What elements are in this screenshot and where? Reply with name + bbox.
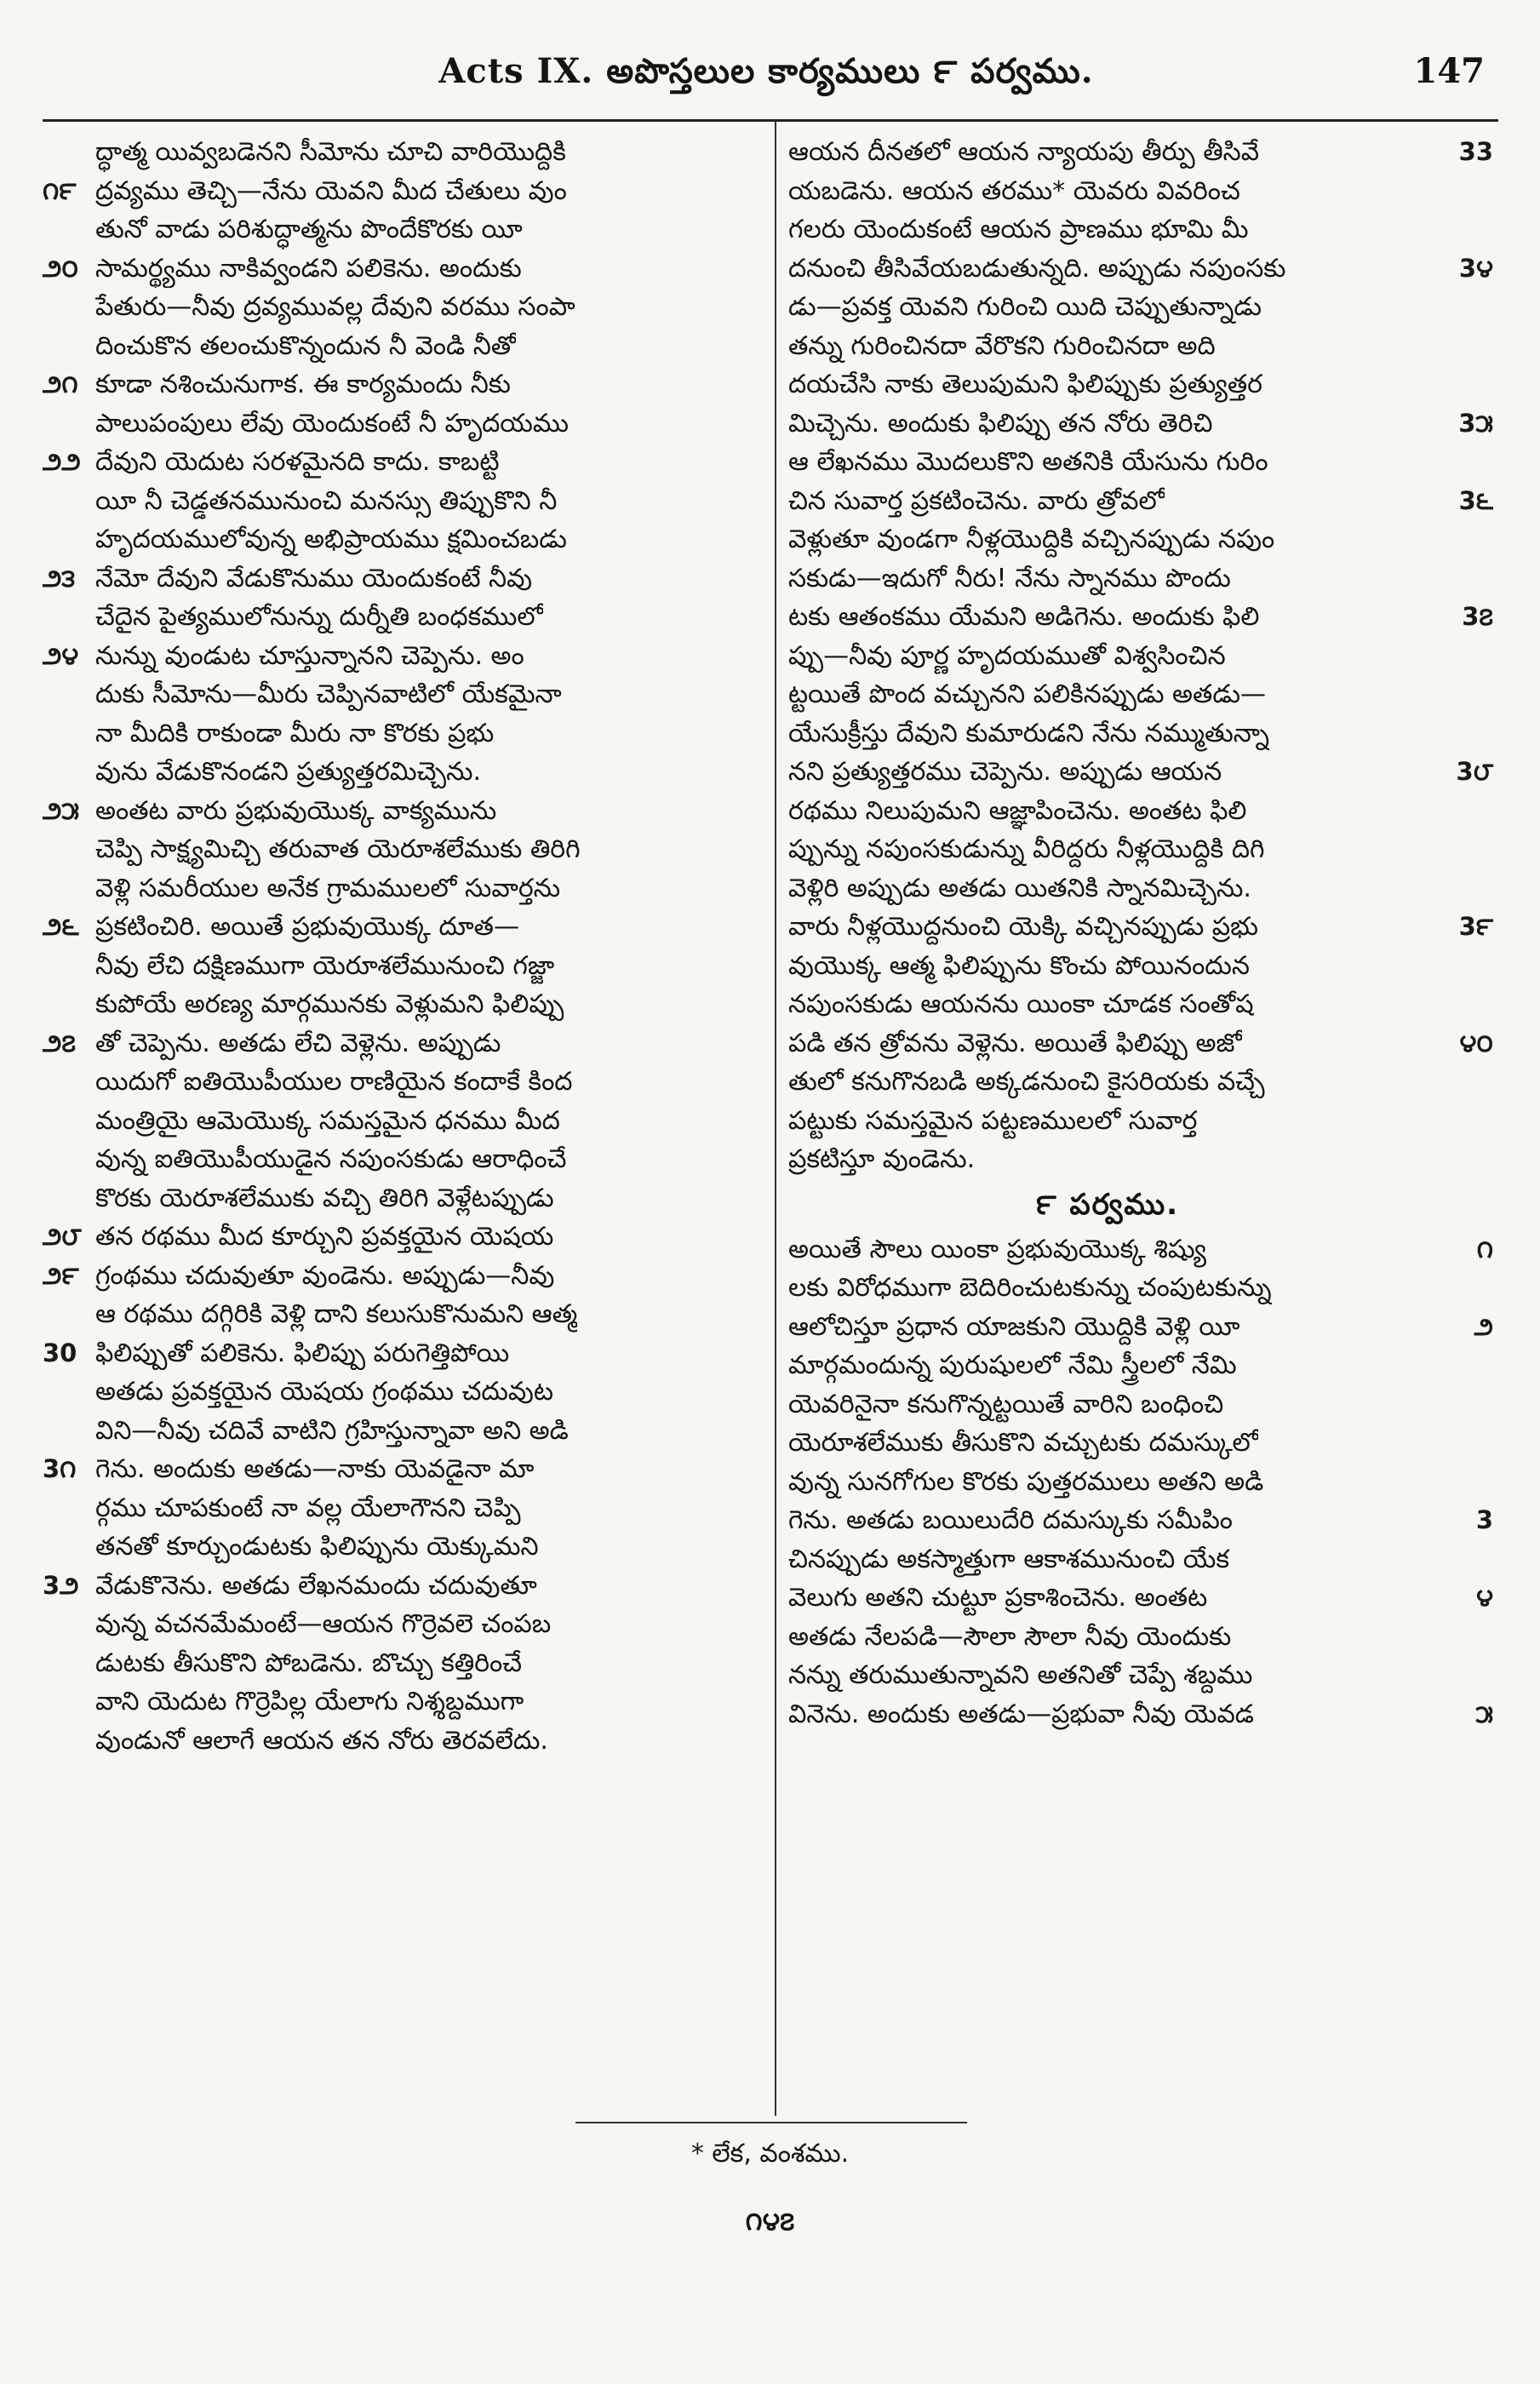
line-text: అతడు ప్రవక్తయైన యెషయ గ్రంథము చదువుట bbox=[95, 1377, 554, 1407]
line-text: వారు నీళ్లయొద్దనుంచి యెక్కి వచ్చినప్పుడు ప్రభు bbox=[788, 912, 1258, 942]
verse-number: 33 bbox=[1458, 137, 1493, 166]
line-text: తునో వాడు పరిశుద్ధాత్మను పొందేకొరకు యీ bbox=[95, 215, 523, 244]
text-line bbox=[788, 210, 1493, 249]
verse-number: ౨౭ bbox=[43, 1028, 77, 1057]
text-line bbox=[788, 1618, 1493, 1657]
right-column bbox=[788, 133, 1493, 2108]
line-text: గెను. అందుకు అతడు—నాకు యెవడైనా మా bbox=[95, 1454, 535, 1484]
verse-number: ౨౪ bbox=[43, 640, 79, 670]
line-text: దనుంచి తీసివేయబడుతున్నది. అప్పుడు నపుంసకు bbox=[788, 253, 1286, 284]
line-text: వాని యెదుట గొర్రెపిల్ల యేలాగు నిశ్శబ్దముగా bbox=[95, 1687, 524, 1716]
text-line bbox=[43, 559, 766, 599]
line-text: మిచ్చెను. అందుకు ఫిలిప్పు తన నోరు తెరిచి bbox=[788, 408, 1213, 438]
line-text: దేవుని యెదుట సరళమైనది కాదు. కాబట్టి bbox=[95, 447, 500, 477]
text-line bbox=[43, 1644, 766, 1683]
text-line bbox=[788, 675, 1493, 714]
line-text: ద్ధాత్మ యివ్వబడెనని సీమోను చూచి వారియొద్దికి bbox=[95, 137, 566, 167]
text-line bbox=[43, 210, 766, 249]
text-line bbox=[43, 482, 766, 521]
text-line bbox=[43, 1102, 766, 1141]
line-text: తనతో కూర్చుండుటకు ఫిలిప్పును యెక్కుమని bbox=[95, 1532, 539, 1562]
text-line bbox=[43, 753, 766, 792]
text-line bbox=[788, 869, 1493, 908]
text-line bbox=[43, 1295, 766, 1334]
line-text: నపుంసకుడు ఆయనను యింకా చూడక సంతోష bbox=[788, 989, 1254, 1019]
verse-number: ౧ bbox=[1476, 1234, 1493, 1264]
line-text: వున్న సునగోగుల కొరకు పుత్తరములు అతని అడి bbox=[788, 1466, 1264, 1497]
verse-number: 3౮ bbox=[1456, 757, 1493, 786]
line-text: గ్రంథము చదువుతూ వుండెను. అప్పుడు—నీవు bbox=[95, 1260, 555, 1291]
line-text: యెవరినైనా కనుగొన్నట్టయితే వారిని బంధించి bbox=[788, 1389, 1224, 1419]
footnote: * లేక, వంశము. bbox=[690, 2139, 850, 2169]
text-line bbox=[43, 1682, 766, 1722]
line-text: తో చెప్పెను. అతడు లేచి వెళ్లెను. అప్పుడు bbox=[95, 1028, 501, 1058]
text-line bbox=[788, 133, 1493, 172]
chapter-heading: ౯ పర్వము. bbox=[1035, 1187, 1180, 1222]
text-line bbox=[788, 365, 1493, 404]
text-line bbox=[788, 1102, 1493, 1141]
line-text: తన రథము మీద కూర్చుని ప్రవక్తయైన యెషయ bbox=[95, 1222, 554, 1252]
footnote-rule bbox=[575, 2122, 967, 2123]
text-line bbox=[788, 288, 1493, 327]
line-text: దించుకొన తలంచుకొన్నందున నీ వెండి నీతో bbox=[95, 330, 517, 361]
line-text: ప్పున్ను నపుంసకుడున్ను వీరిద్దరు నీళ్లయొద్దికి దిగి bbox=[788, 834, 1265, 864]
text-line bbox=[788, 1424, 1493, 1463]
verse-number: ౪ bbox=[1476, 1583, 1493, 1612]
text-line bbox=[788, 830, 1493, 869]
line-text: అంతట వారు ప్రభువుయొక్క వాక్యమును bbox=[95, 795, 497, 826]
line-text: చెప్పి సాక్ష్యమిచ్చి తరువాత యెరూశలేముకు తిరిగి bbox=[95, 834, 581, 864]
text-line bbox=[788, 1269, 1493, 1308]
text-line bbox=[43, 1257, 766, 1296]
text-line bbox=[43, 172, 766, 211]
text-line bbox=[788, 792, 1493, 831]
text-line bbox=[43, 714, 766, 754]
line-text: తులో కనుగొనబడి అక్కడనుంచి కైసరియకు వచ్చే bbox=[788, 1067, 1265, 1097]
line-text: డు—ప్రవక్త యెవని గురించి యిది చెప్పుతున్నాడు bbox=[788, 292, 1262, 322]
verse-number: ౫ bbox=[1475, 1699, 1493, 1728]
text-line bbox=[788, 637, 1493, 676]
column-divider bbox=[775, 122, 776, 2116]
line-text: వెళ్లిరి అప్పుడు అతడు యితనికి స్నానమిచ్చెను. bbox=[788, 873, 1251, 903]
text-line bbox=[43, 1140, 766, 1179]
line-text: పేతురు—నీవు ద్రవ్యమువల్ల దేవుని వరము సంపా bbox=[95, 292, 575, 322]
right-column-bottom bbox=[788, 1230, 1493, 1734]
text-line bbox=[43, 1412, 766, 1451]
text-line bbox=[788, 172, 1493, 211]
line-text: అయితే సౌలు యింకా ప్రభువుయొక్క శిష్యు bbox=[788, 1234, 1206, 1264]
text-line bbox=[43, 908, 766, 947]
line-text: ఆ రథము దగ్గిరికి వెళ్లి దాని కలుసుకొనుమని ఆత్మ bbox=[95, 1299, 578, 1329]
text-line bbox=[788, 753, 1493, 792]
line-text: ప్రకటిస్తూ వుండెను. bbox=[788, 1144, 976, 1174]
text-line bbox=[788, 1695, 1493, 1734]
verse-number: ౨౧ bbox=[43, 370, 78, 398]
text-line bbox=[43, 792, 766, 831]
text-line bbox=[43, 288, 766, 327]
line-text: నున్ను వుండుట చూస్తున్నానని చెప్పెను. అం bbox=[95, 640, 524, 671]
text-line bbox=[43, 985, 766, 1024]
text-line bbox=[788, 1140, 1493, 1179]
text-line bbox=[788, 482, 1493, 521]
text-line bbox=[43, 947, 766, 986]
line-text: యిదుగో ఐతియొపీయుల రాణియైన కందాకే కింద bbox=[95, 1067, 573, 1097]
line-text: ఆ లేఖనము మొదలుకొని అతనికి యేసును గురిం bbox=[788, 447, 1268, 477]
line-text: నన్ను తరుముతున్నావని అతనితో చెప్పే శబ్దము bbox=[788, 1660, 1253, 1690]
line-text: వేడుకొనెను. అతడు లేఖనమందు చదువుతూ bbox=[95, 1570, 537, 1601]
line-text: మంత్రియై ఆమెయొక్క సమస్తమైన ధనము మీద bbox=[95, 1105, 560, 1136]
line-text: నా మీదికి రాకుండా మీరు నా కొరకు ప్రభు bbox=[95, 718, 495, 748]
verse-number: ౧౯ bbox=[43, 175, 77, 205]
text-line bbox=[43, 1218, 766, 1257]
line-text: వును వేడుకొనండని ప్రత్యుత్తరమిచ్చెను. bbox=[95, 757, 482, 787]
line-text: వుయొక్క ఆత్మ ఫిలిప్పును కొంచు పోయినందున bbox=[788, 950, 1250, 981]
text-line bbox=[43, 869, 766, 908]
text-line bbox=[788, 1501, 1493, 1540]
text-line bbox=[43, 675, 766, 714]
line-text: వున్న వచనమేమంటే—ఆయన గొర్రెవలె చంపబ bbox=[95, 1609, 552, 1639]
line-text: యేసుక్రీస్తు దేవుని కుమారుడని నేను నమ్ముతున్నా bbox=[788, 718, 1269, 748]
text-line bbox=[43, 1567, 766, 1606]
line-text: కొరకు యెరూశలేముకు వచ్చి తిరిగి వెళ్లేటప్పుడు bbox=[95, 1183, 554, 1213]
text-line bbox=[788, 1346, 1493, 1385]
verse-number: ౨౯ bbox=[43, 1260, 79, 1290]
line-text: అతడు నేలపడి—సౌలా సౌలా నీవు యెందుకు bbox=[788, 1621, 1232, 1652]
text-line bbox=[43, 443, 766, 482]
line-text: యీ నీ చెడ్డతనమునుంచి మనస్సు తిప్పుకొని నీ bbox=[95, 485, 558, 516]
verse-number: 3౯ bbox=[1458, 912, 1493, 941]
line-text: డుటకు తీసుకొని పోబడెను. బొచ్చు కత్తిరించే bbox=[95, 1648, 523, 1678]
text-line bbox=[43, 1373, 766, 1412]
text-line bbox=[788, 404, 1493, 444]
text-line bbox=[43, 1024, 766, 1063]
text-line bbox=[788, 985, 1493, 1024]
line-text: చినప్పుడు అకస్మాత్తుగా ఆకాశమునుంచి యేక bbox=[788, 1544, 1230, 1574]
line-text: సామర్థ్యము నాకివ్వండని పలికెను. అందుకు bbox=[95, 253, 522, 284]
text-line bbox=[43, 637, 766, 676]
text-line bbox=[788, 1540, 1493, 1579]
line-text: తన్ను గురించినదా వేరొకని గురించినదా అది bbox=[788, 330, 1216, 361]
verse-number: ౨ bbox=[1474, 1311, 1493, 1341]
text-line bbox=[43, 830, 766, 869]
line-text: హృదయములోవున్న అభిప్రాయము క్షమించబడు bbox=[95, 524, 567, 554]
text-line bbox=[788, 1463, 1493, 1502]
line-text: నీవు లేచి దక్షిణముగా యెరూశలేమునుంచి గజ్జా bbox=[95, 950, 555, 981]
line-text: ట్టయితే పొంద వచ్చునని పలికినప్పుడు అతడు— bbox=[788, 679, 1266, 709]
right-column-top bbox=[788, 133, 1493, 1179]
verse-number: ౨౫ bbox=[43, 795, 80, 825]
text-line bbox=[43, 1334, 766, 1373]
line-text: ఆలోచిస్తూ ప్రధాన యాజకుని యొద్దికి వెళ్లి యీ bbox=[788, 1311, 1240, 1342]
verse-number: ౨౬ bbox=[43, 912, 79, 941]
running-title: Acts IX. అపొస్తలుల కార్యములు ౯ పర్వము. bbox=[438, 51, 1094, 91]
line-text: పట్టుకు సమస్తమైన పట్టణములలో సువార్త bbox=[788, 1105, 1198, 1136]
line-text: వినెను. అందుకు అతడు—ప్రభువా నీవు యెవడ bbox=[788, 1699, 1255, 1729]
text-line bbox=[43, 1527, 766, 1567]
line-text: ఆయన దీనతలో ఆయన న్యాయపు తీర్పు తీసివే bbox=[788, 137, 1260, 167]
verse-number: 3౧ bbox=[43, 1454, 77, 1483]
line-text: దుకు సీమోను—మీరు చెప్పినవాటిలో యేకమైనా bbox=[95, 679, 562, 709]
text-line bbox=[43, 1489, 766, 1528]
text-line bbox=[788, 520, 1493, 559]
verse-number: ౨౩ bbox=[43, 563, 76, 593]
line-text: రథము నిలుపుమని ఆజ్ఞాపించెను. అంతట ఫిలి bbox=[788, 795, 1247, 826]
line-text: టకు ఆతంకము యేమని అడిగెను. అందుకు ఫిలి bbox=[788, 602, 1260, 632]
text-line bbox=[43, 1063, 766, 1102]
line-text: వెళ్లుతూ వుండగా నీళ్లయొద్దికి వచ్చినప్పుడు నపుం bbox=[788, 524, 1275, 554]
line-text: చేదైన పైత్యములోనున్ను దుర్నీతి బంధకములో bbox=[95, 602, 544, 632]
verse-number: 3౭ bbox=[1462, 602, 1493, 631]
text-line bbox=[788, 947, 1493, 986]
text-line bbox=[788, 714, 1493, 754]
line-text: చిన సువార్త ప్రకటించెను. వారు త్రోవలో bbox=[788, 485, 1165, 516]
page-number: 147 bbox=[1413, 51, 1485, 91]
text-line bbox=[788, 1024, 1493, 1063]
verse-number: ౨౨ bbox=[43, 447, 81, 476]
text-line bbox=[788, 1656, 1493, 1695]
line-text: వెలుగు అతని చుట్టూ ప్రకాశించెను. అంతట bbox=[788, 1583, 1208, 1613]
verse-number: 3౫ bbox=[1458, 408, 1493, 438]
header-rule bbox=[43, 119, 1498, 122]
line-text: మార్గమందున్న పురుషులలో నేమి స్త్రీలలో నేమి bbox=[788, 1350, 1237, 1380]
text-line bbox=[788, 249, 1493, 289]
text-line bbox=[43, 133, 766, 172]
text-line bbox=[43, 1722, 766, 1761]
line-text: నని ప్రత్యుత్తరము చెప్పెను. అప్పుడు ఆయన bbox=[788, 757, 1222, 787]
line-text: ఫిలిప్పుతో పలికెను. ఫిలిప్పు పరుగెత్తిపోయి bbox=[95, 1338, 510, 1368]
text-line bbox=[788, 908, 1493, 947]
text-line bbox=[43, 598, 766, 637]
verse-number: 3 bbox=[1475, 1505, 1493, 1534]
text-line bbox=[788, 1579, 1493, 1618]
line-text: పడి తన త్రోవను వెళ్లెను. అయితే ఫిలిప్పు అజో bbox=[788, 1028, 1242, 1058]
text-line bbox=[43, 249, 766, 289]
line-text: గలరు యెందుకంటే ఆయన ప్రాణము భూమి మీ bbox=[788, 215, 1249, 244]
left-column bbox=[43, 133, 766, 2108]
line-text: కుపోయే అరణ్య మార్గమునకు వెళ్లుమని ఫిలిప్పు bbox=[95, 989, 564, 1019]
line-text: సకుడు—ఇదుగో నీరు! నేను స్నానము పొందు bbox=[788, 563, 1231, 593]
text-line bbox=[788, 1308, 1493, 1347]
text-line bbox=[788, 559, 1493, 599]
folio-number: ౧౪౭ bbox=[745, 2207, 795, 2237]
line-text: యబడెను. ఆయన తరము* యెవరు వివరించ bbox=[788, 175, 1240, 206]
line-text: ప్రకటించిరి. అయితే ప్రభువుయొక్క దూత— bbox=[95, 912, 520, 942]
line-text: విని—నీవు చదివే వాటిని గ్రహిస్తున్నావా అని అడి bbox=[95, 1415, 569, 1446]
line-text: యెరూశలేముకు తీసుకొని వచ్చుటకు దమస్కులో bbox=[788, 1428, 1259, 1458]
line-text: నేమో దేవుని వేడుకొనుము యెందుకంటే నీవు bbox=[95, 563, 533, 593]
line-text: ద్రవ్యము తెచ్చి—నేను యెవని మీద చేతులు వుం bbox=[95, 175, 567, 206]
text-line bbox=[43, 327, 766, 366]
text-line bbox=[788, 443, 1493, 482]
text-line bbox=[43, 365, 766, 404]
verse-number: 30 bbox=[43, 1338, 77, 1367]
text-line bbox=[43, 404, 766, 444]
text-line bbox=[43, 1179, 766, 1218]
line-text: వెళ్లి సమరీయుల అనేక గ్రామములలో సువార్తను bbox=[95, 873, 561, 903]
line-text: లకు విరోధముగా బెదిరించుటకున్ను చంపుటకున్ను bbox=[788, 1273, 1272, 1303]
verse-number: 3౨ bbox=[43, 1570, 79, 1600]
line-text: వున్న ఐతియొపీయుడైన నపుంసకుడు ఆరాధించే bbox=[95, 1144, 567, 1174]
line-text: పాలుపంపులు లేవు యెందుకంటే నీ హృదయము bbox=[95, 408, 569, 438]
line-text: కూడా నశించునుగాక. ఈ కార్యమందు నీకు bbox=[95, 370, 511, 399]
verse-number: 3౪ bbox=[1458, 253, 1493, 283]
line-text: వుండునో ఆలాగే ఆయన తన నోరు తెరవలేదు. bbox=[95, 1725, 548, 1756]
text-line bbox=[788, 1063, 1493, 1102]
line-text: ప్పు—నీవు పూర్ణ హృదయముతో విశ్వసించిన bbox=[788, 640, 1226, 671]
verse-number: ౨౮ bbox=[43, 1222, 82, 1251]
text-line bbox=[788, 598, 1493, 637]
line-text: ర్గము చూపకుంటే నా వల్ల యేలాగౌనని చెప్పి bbox=[95, 1493, 521, 1523]
text-line bbox=[43, 520, 766, 559]
verse-number: 3౬ bbox=[1458, 485, 1493, 515]
text-line bbox=[788, 327, 1493, 366]
text-line bbox=[788, 1230, 1493, 1269]
text-line bbox=[43, 1450, 766, 1489]
running-header bbox=[43, 43, 1490, 121]
line-text: దయచేసి నాకు తెలుపుమని ఫిలిప్పుకు ప్రత్యుత్తర bbox=[788, 370, 1262, 399]
verse-number: ౨౦ bbox=[43, 253, 78, 283]
text-line bbox=[788, 1385, 1493, 1424]
text-line bbox=[43, 1605, 766, 1644]
line-text: గెను. అతడు బయిలుదేరి దమస్కుకు సమీపిం bbox=[788, 1505, 1234, 1535]
verse-number: ౪౦ bbox=[1459, 1028, 1493, 1057]
